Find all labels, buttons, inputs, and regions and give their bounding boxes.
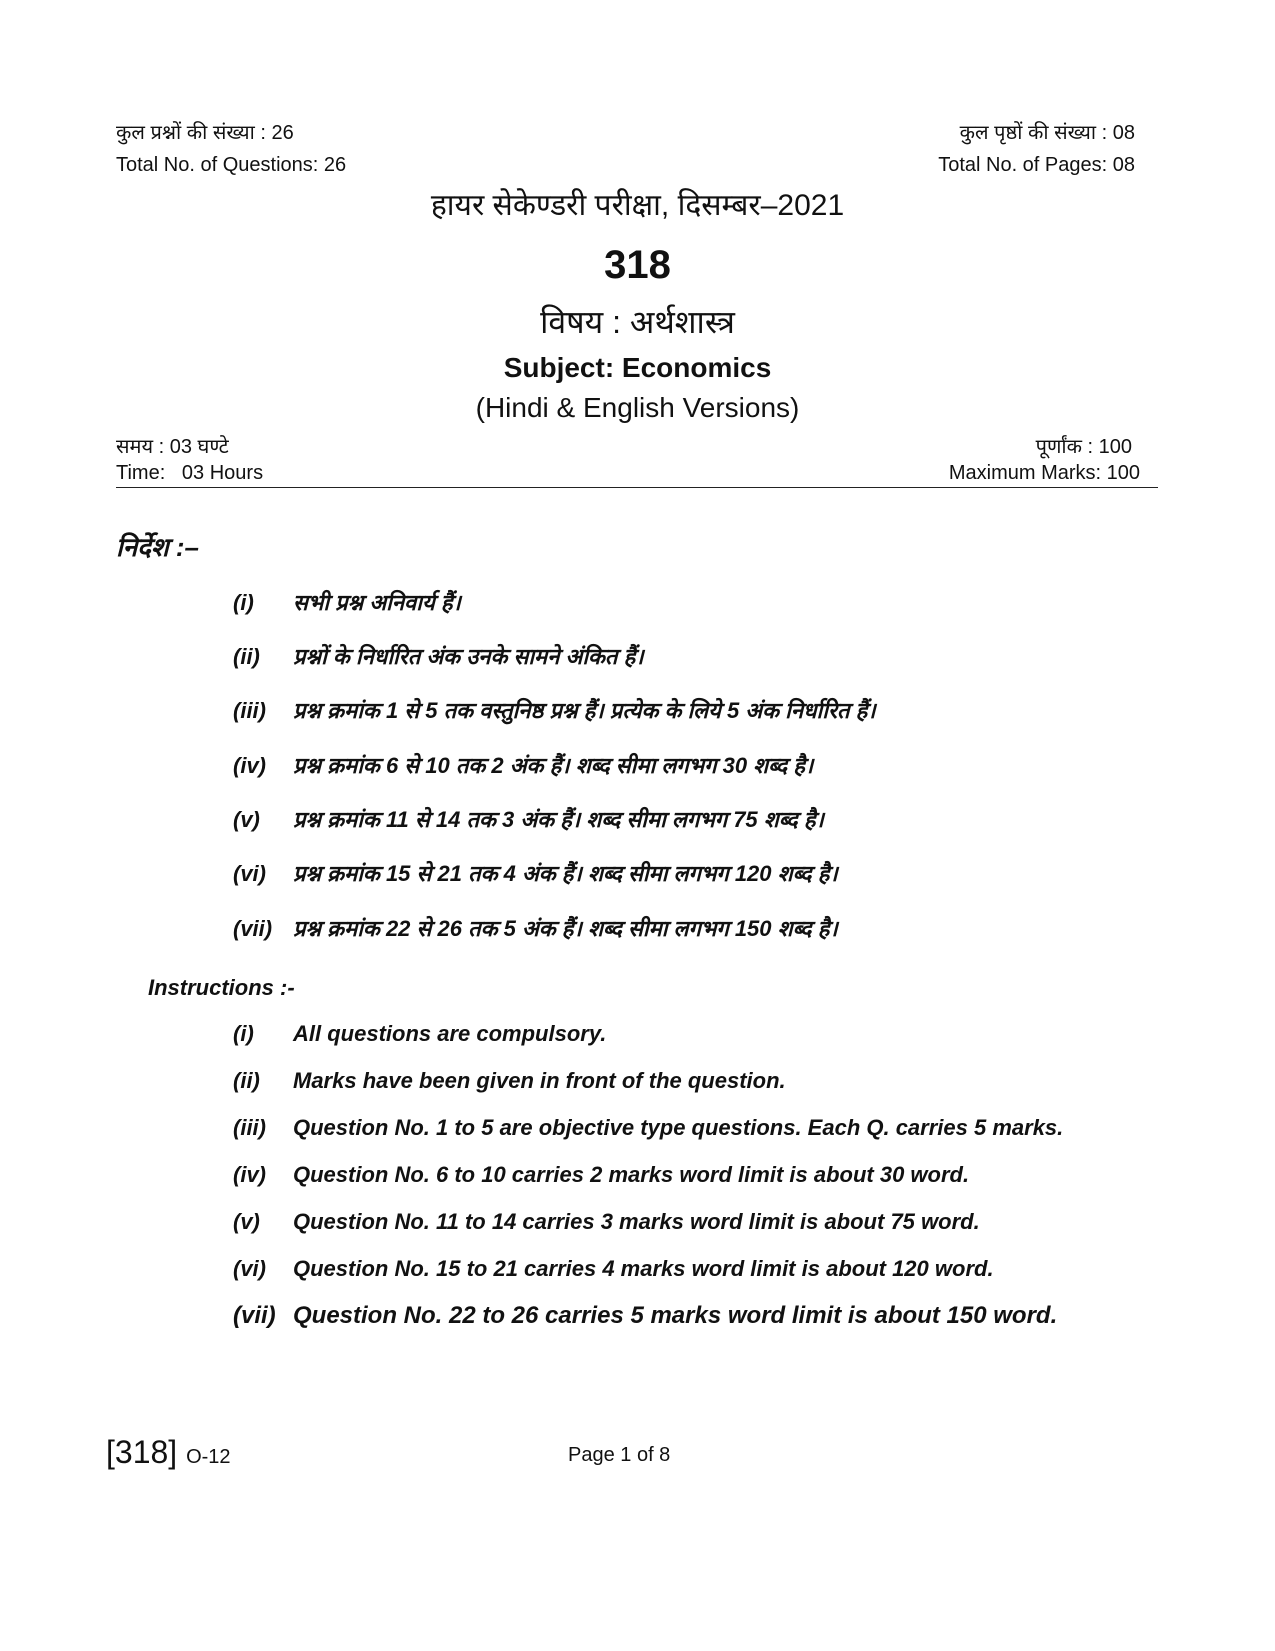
max-marks-hindi: पूर्णांक : 100 (1035, 436, 1132, 458)
item-text: प्रश्न क्रमांक 6 से 10 तक 2 अंक हैं। शब्द सीमा लगभग 30 शब्द है। (293, 753, 814, 778)
item-number: (iv) (233, 1162, 266, 1187)
item-text: Marks have been given in front of the question. (293, 1068, 786, 1093)
item-text: सभी प्रश्न अनिवार्य हैं। (293, 590, 461, 615)
item-text: All questions are compulsory. (293, 1021, 607, 1046)
hindi-instructions-title: निर्देश :– (116, 532, 199, 562)
english-instruction-item (233, 1115, 1063, 1141)
item-number: (iii) (233, 698, 266, 723)
item-number: (vi) (233, 1256, 266, 1281)
item-text: Question No. 22 to 26 carries 5 marks word limit is about 150 word. (293, 1302, 1058, 1329)
english-instruction-item (233, 1256, 994, 1282)
item-text: प्रश्न क्रमांक 11 से 14 तक 3 अंक हैं। शब्द सीमा लगभग 75 शब्द है। (293, 807, 824, 832)
item-text: Question No. 11 to 14 carries 3 marks word limit is about 75 word. (293, 1209, 980, 1234)
item-text: प्रश्नों के निर्धारित अंक उनके सामने अंकित हैं। (293, 644, 644, 669)
item-text: Question No. 6 to 10 carries 2 marks word limit is about 30 word. (293, 1162, 970, 1187)
hindi-instruction-item (233, 641, 644, 671)
item-number: (i) (233, 1021, 254, 1046)
hindi-instruction-item (233, 858, 838, 888)
item-number: (vii) (233, 1302, 276, 1329)
paper-code-bracket: [318] (106, 1434, 178, 1470)
paper-code: 318 (604, 243, 671, 287)
subject-english: Subject: Economics (503, 352, 772, 383)
item-text: प्रश्न क्रमांक 1 से 5 तक वस्तुनिष्ठ प्रश्न हैं। प्रत्येक के लिये 5 अंक निर्धारित हैं। (293, 698, 876, 723)
english-instruction-item (233, 1021, 606, 1047)
versions-note: (Hindi & English Versions) (475, 392, 800, 423)
hindi-instruction-item (233, 913, 838, 943)
page-number: Page 1 of 8 (568, 1444, 671, 1466)
english-instruction-item (233, 1068, 786, 1094)
item-number: (vii) (233, 916, 273, 941)
item-number: (iv) (233, 753, 266, 778)
hindi-instruction-item (233, 750, 813, 780)
item-text: प्रश्न क्रमांक 15 से 21 तक 4 अंक हैं। शब्द सीमा लगभग 120 शब्द है। (293, 861, 838, 886)
total-pages-hindi: कुल पृष्ठों की संख्या : 08 (959, 122, 1135, 144)
total-questions-english: Total No. of Questions: 26 (116, 154, 347, 176)
item-text: Question No. 1 to 5 are objective type questions. Each Q. carries 5 marks. (293, 1115, 1064, 1140)
footer-paper-code (106, 1434, 231, 1471)
header-divider (116, 487, 1158, 488)
hindi-instruction-item (233, 587, 461, 617)
time-english: Time: 03 Hours (116, 462, 264, 484)
item-text: प्रश्न क्रमांक 22 से 26 तक 5 अंक हैं। शब्द सीमा लगभग 150 शब्द है। (293, 916, 838, 941)
item-number: (iii) (233, 1115, 266, 1140)
item-number: (v) (233, 807, 260, 832)
time-hindi: समय : 03 घण्टे (116, 436, 229, 458)
item-number: (vi) (233, 861, 266, 886)
item-text: Question No. 15 to 21 carries 4 marks word limit is about 120 word. (293, 1256, 994, 1281)
item-number: (v) (233, 1209, 260, 1234)
english-instruction-item (233, 1209, 980, 1235)
exam-title: हायर सेकेण्डरी परीक्षा, दिसम्बर–2021 (430, 189, 845, 222)
paper-series: O-12 (186, 1446, 231, 1468)
total-pages-english: Total No. of Pages: 08 (938, 154, 1135, 176)
max-marks-english: Maximum Marks: 100 (948, 462, 1140, 484)
english-instruction-item (233, 1302, 1057, 1330)
hindi-instruction-item (233, 804, 824, 834)
total-questions-hindi: कुल प्रश्नों की संख्या : 26 (116, 122, 294, 144)
subject-hindi: विषय : अर्थशास्त्र (540, 304, 735, 340)
item-number: (i) (233, 590, 254, 615)
english-instructions-title: Instructions :- (148, 975, 295, 1000)
item-number: (ii) (233, 1068, 260, 1093)
hindi-instruction-item (233, 695, 876, 725)
item-number: (ii) (233, 644, 260, 669)
english-instruction-item (233, 1162, 969, 1188)
